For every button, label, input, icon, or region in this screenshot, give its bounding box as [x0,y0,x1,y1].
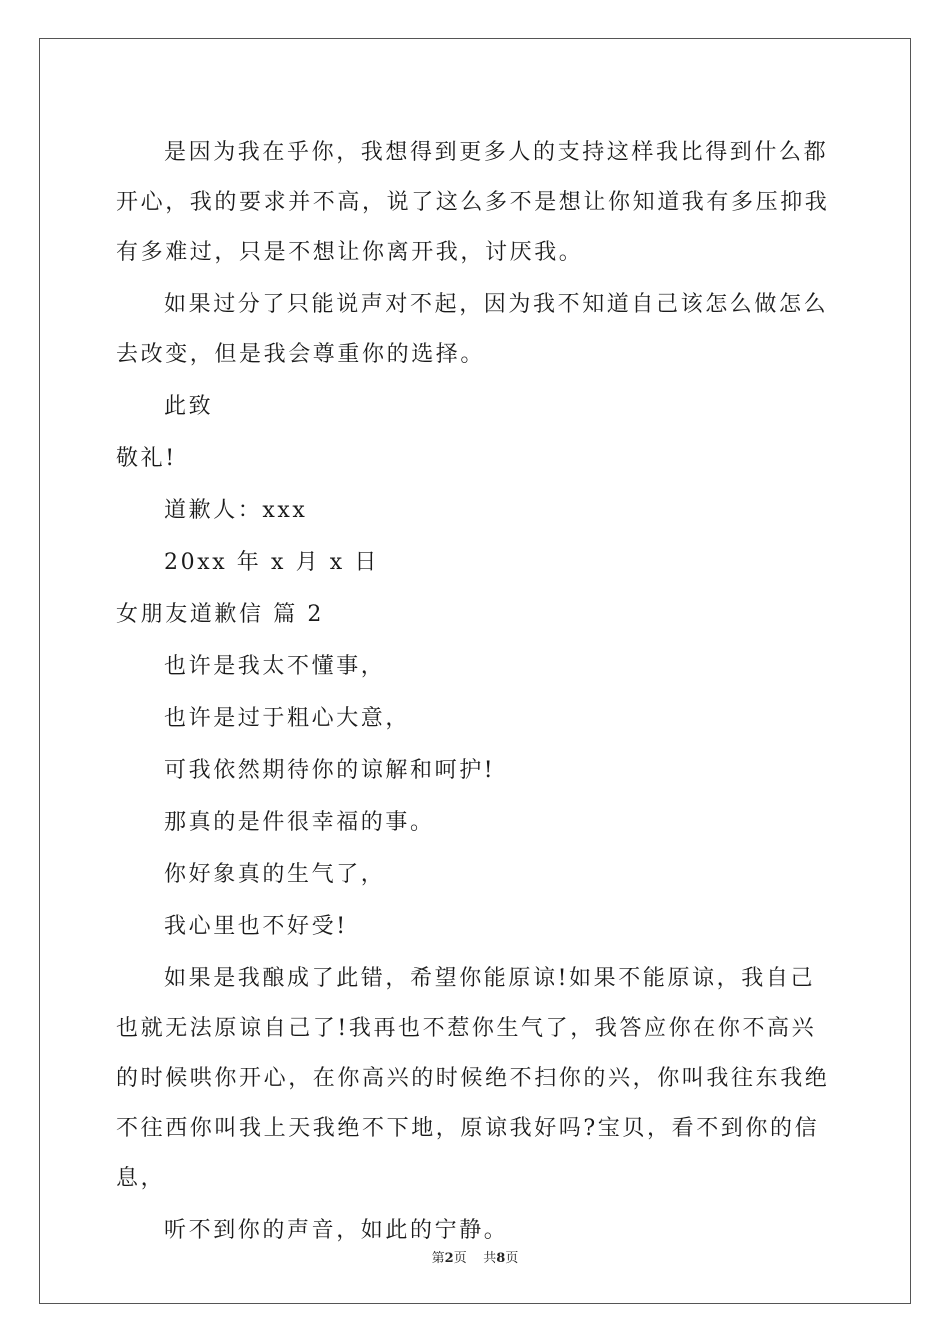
paragraph: 也许是过于粗心大意， [164,706,411,731]
paragraph: 如果是我酿成了此错，希望你能原谅!如果不能原谅，我自己也就无法原谅自己了!我再也不惹你生气了，我答应你在你不高兴的时候哄你开心，在你高兴的时候绝不扫你的兴，你叫我往东我绝不往西你叫我上天我绝不下地，原谅我好吗?宝贝，看不到你的信息， [116,966,830,1191]
section-heading: 女朋友道歉信 篇 2 [116,602,324,627]
page-footer [0,1247,950,1266]
page-number: 2 [444,1251,454,1266]
paragraph: 如果过分了只能说声对不起，因为我不知道自己该怎么做怎么去改变，但是我会尊重你的选择。 [116,292,829,367]
date-line: 20xx 年 x 月 x 日 [164,550,379,575]
paragraph: 你好象真的生气了， [164,862,386,887]
paragraph: 那真的是件很幸福的事。 [164,810,435,835]
total-prefix: 共 [483,1251,497,1266]
paragraph: 听不到你的声音，如此的宁静。 [164,1218,509,1243]
paragraph: 我心里也不好受! [164,914,348,939]
total-pages: 8 [496,1251,506,1266]
paragraph: 是因为我在乎你，我想得到更多人的支持这样我比得到什么都开心，我的要求并不高，说了这么多不是想让你知道我有多压抑我有多难过，只是不想让你离开我，讨厌我。 [116,140,830,265]
salutation: 敬礼! [116,446,177,471]
closing-line: 此致 [164,394,214,419]
paragraph: 也许是我太不懂事， [164,654,386,679]
signature-line: 道歉人：xxx [164,498,308,523]
total-suffix: 页 [505,1251,519,1266]
paragraph: 可我依然期待你的谅解和呵护! [164,758,496,783]
document-body [116,128,836,1258]
page-prefix: 第 [431,1251,445,1266]
page-suffix: 页 [453,1251,467,1266]
